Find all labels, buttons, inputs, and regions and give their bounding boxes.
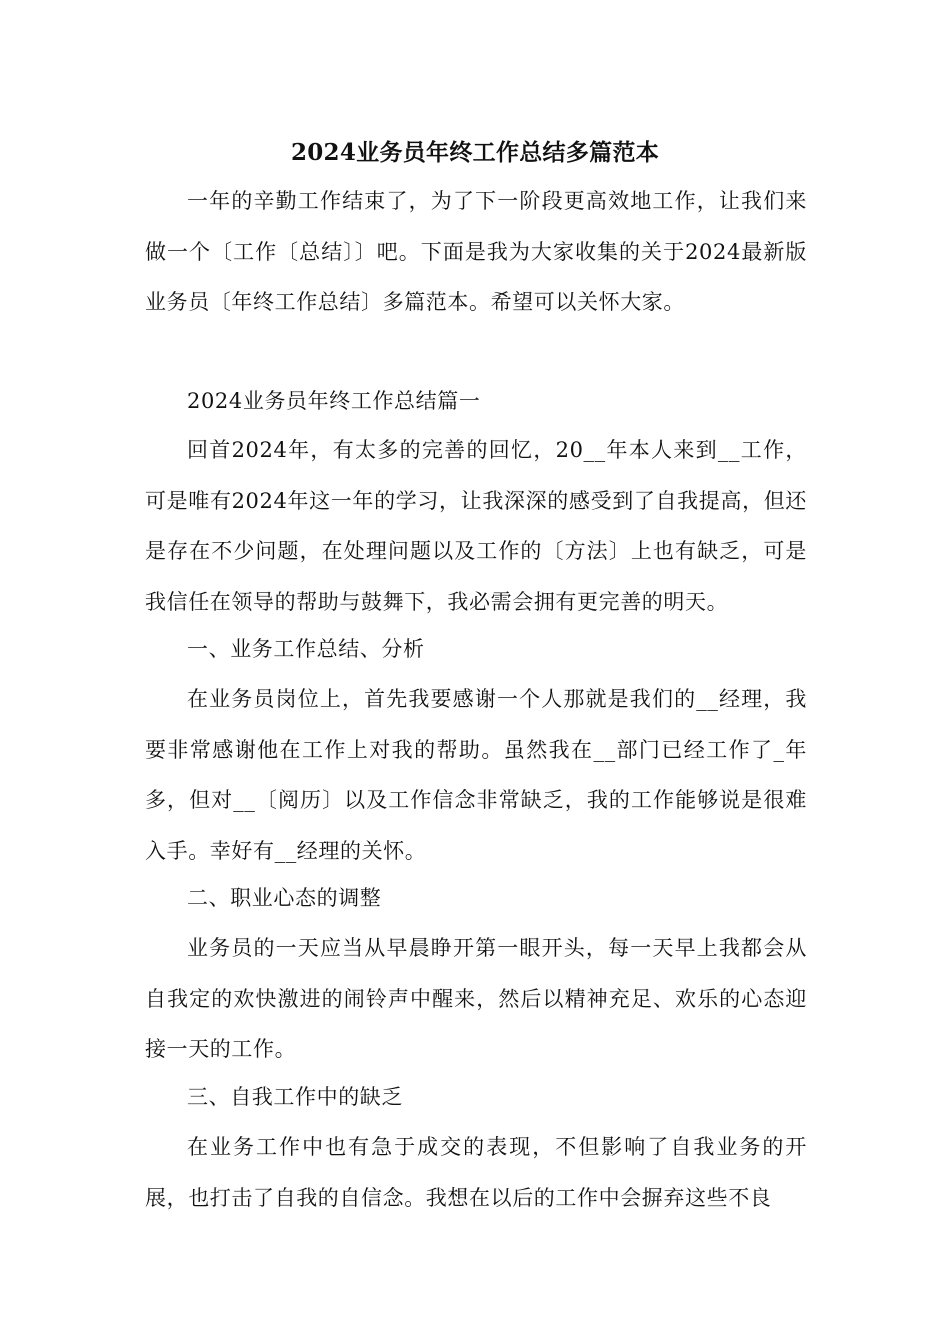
paragraph-3: 业务员的一天应当从早晨睁开第一眼开头，每一天早上我都会从自我定的欢快激进的闹铃声中醒来，然后以精神充足、欢乐的心态迎接一天的工作。 <box>145 936 807 1061</box>
section-title: 2024业务员年终工作总结篇一 <box>187 389 481 413</box>
intro-paragraph: 一年的辛勤工作结束了，为了下一阶段更高效地工作，让我们来做一个〔工作〔总结〕〕吧。下面是我为大家收集的关于2024最新版业务员〔年终工作总结〕多篇范本。希望可以关怀大家。 <box>145 189 807 314</box>
paragraph-2: 在业务员岗位上，首先我要感谢一个人那就是我们的__经理，我要非常感谢他在工作上对我的帮助。虽然我在__部门已经工作了_年多，但对__〔阅历〕以及工作信念非常缺乏，我的工作能够说是很难入手。幸好有__经理的关怀。 <box>145 687 807 863</box>
heading-shortcomings: 三、自我工作中的缺乏 <box>187 1085 403 1109</box>
heading-business-summary: 一、业务工作总结、分析 <box>187 637 425 661</box>
paragraph-4: 在业务工作中也有急于成交的表现，不但影响了自我业务的开展，也打击了自我的自信念。我想在以后的工作中会摒弃这些不良 <box>145 1135 807 1210</box>
heading-mindset-adjustment: 二、职业心态的调整 <box>187 886 382 910</box>
document-title: 2024业务员年终工作总结多篇范本 <box>290 139 660 166</box>
paragraph-1: 回首2024年，有太多的完善的回忆，20__年本人来到__工作，可是唯有2024年这一年的学习，让我深深的感受到了自我提高，但还是存在不少问题，在处理问题以及工作的〔方法〕上也有缺乏，可是我信任在领导的帮助与鼓舞下，我必需会拥有更完善的明天。 <box>145 438 807 614</box>
